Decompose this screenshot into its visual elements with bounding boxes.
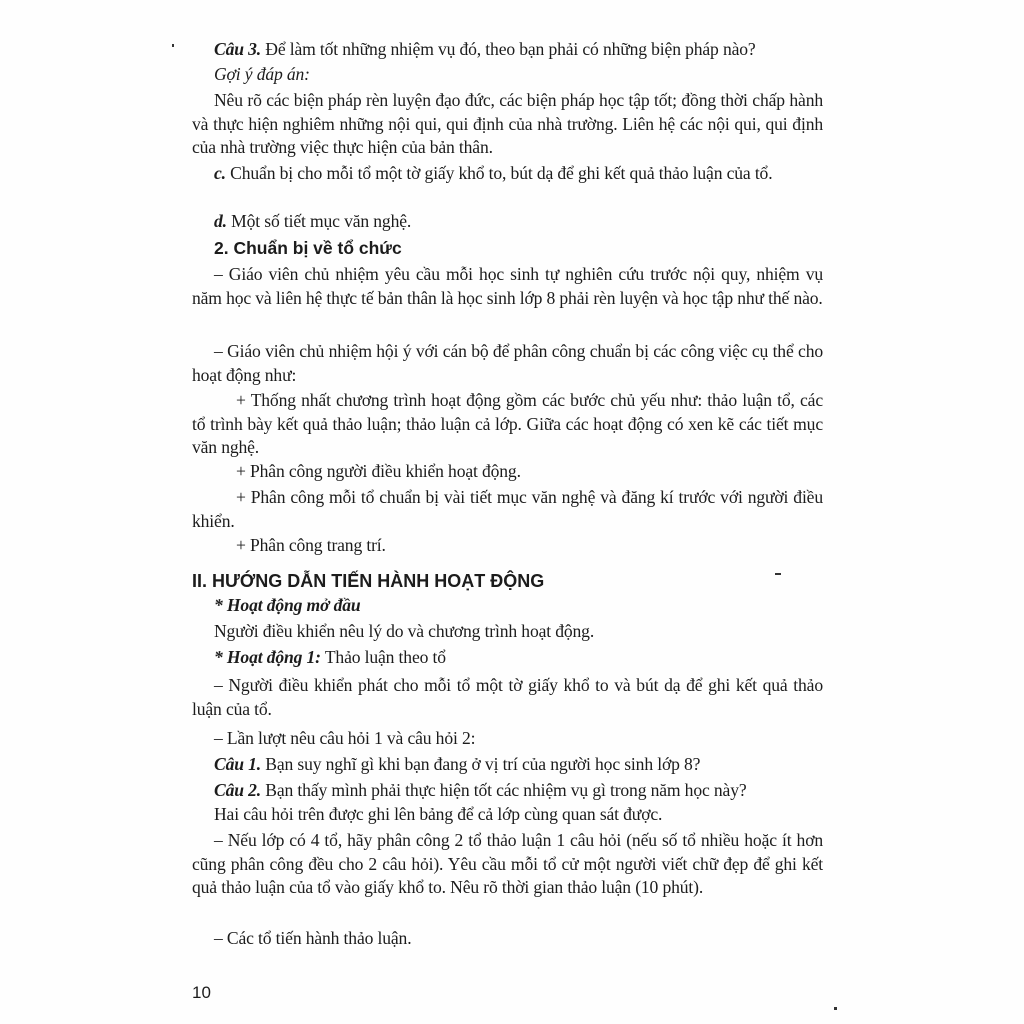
scan-speck (172, 44, 174, 47)
activity-label: * Hoạt động 1: (214, 647, 321, 667)
item-text: Một số tiết mục văn nghệ. (226, 211, 412, 231)
answer-paragraph: Nêu rõ các biện pháp rèn luyện đạo đức, các biện pháp học tập tốt; đồng thời chấp hành và thực hiện nghiêm những nội qui, qui định của nhà trường. Liên hệ các nội qui, qui định của nhà trường việc thực hiện của bản thân. (192, 90, 823, 158)
item-c (192, 162, 823, 186)
scan-speck (834, 1007, 837, 1010)
question-3 (192, 38, 823, 62)
item-d (192, 210, 823, 234)
question-label: Câu 2. (214, 780, 262, 800)
section-heading: 2. Chuẩn bị về tổ chức (214, 238, 402, 258)
paragraph: Người điều khiển nêu lý do và chương trình hoạt động. (214, 621, 595, 641)
scan-speck (775, 573, 781, 575)
question-text: Bạn thấy mình phải thực hiện tốt các nhiệm vụ gì trong năm học này? (261, 780, 747, 800)
activity-text: Thảo luận theo tổ (320, 647, 446, 667)
item-label: d. (214, 211, 227, 231)
page-number: 10 (192, 983, 211, 1002)
question-1 (192, 753, 823, 777)
paragraph: – Các tổ tiến hành thảo luận. (214, 928, 412, 948)
question-text: Bạn suy nghĩ gì khi bạn đang ở vị trí của người học sinh lớp 8? (261, 754, 701, 774)
item-label: c. (214, 163, 226, 183)
hint-label: Gợi ý đáp án: (214, 64, 310, 84)
paragraph: – Nếu lớp có 4 tổ, hãy phân công 2 tổ thảo luận 1 câu hỏi (nếu số tổ nhiều hoặc ít hơn cũng phân công đều cho 2 câu hỏi). Yêu cầu mỗi tổ cử một người viết chữ đẹp để ghi kết quả thảo luận của tổ vào giấy khổ to. Nêu rõ thời gian thảo luận (10 phút). (192, 830, 823, 898)
section-heading: II. HƯỚNG DẪN TIẾN HÀNH HOẠT ĐỘNG (192, 571, 545, 591)
question-label: Câu 3. (214, 39, 262, 59)
item-text: Chuẩn bị cho mỗi tổ một tờ giấy khổ to, bút dạ để ghi kết quả thảo luận của tổ. (225, 163, 773, 183)
paragraph: Hai câu hỏi trên được ghi lên bảng để cả lớp cùng quan sát được. (214, 804, 663, 824)
paragraph: – Giáo viên chủ nhiệm hội ý với cán bộ để phân công chuẩn bị các công việc cụ thể cho hoạt động như: (192, 341, 823, 385)
list-item: + Phân công trang trí. (236, 535, 386, 555)
list-item: + Phân công người điều khiển hoạt động. (236, 461, 521, 481)
list-item: + Thống nhất chương trình hoạt động gồm các bước chủ yếu như: thảo luận tổ, các tổ trình bày kết quả thảo luận; thảo luận cả lớp. Giữa các hoạt động có xen kẽ các tiết mục văn nghệ. (192, 390, 823, 458)
paragraph: – Giáo viên chủ nhiệm yêu cầu mỗi học sinh tự nghiên cứu trước nội quy, nhiệm vụ năm học và liên hệ thực tế bản thân là học sinh lớp 8 phải rèn luyện và học tập như thế nào. (192, 264, 823, 308)
question-text: Để làm tốt những nhiệm vụ đó, theo bạn phải có những biện pháp nào? (261, 39, 756, 59)
question-2 (192, 779, 823, 803)
list-item: + Phân công mỗi tổ chuẩn bị vài tiết mục văn nghệ và đăng kí trước với người điều khiển. (192, 487, 823, 531)
paragraph: – Người điều khiển phát cho mỗi tổ một tờ giấy khổ to và bút dạ để ghi kết quả thảo luận của tổ. (192, 675, 823, 719)
paragraph: – Lần lượt nêu câu hỏi 1 và câu hỏi 2: (214, 728, 476, 748)
question-label: Câu 1. (214, 754, 262, 774)
activity-heading (192, 646, 823, 670)
activity-heading: * Hoạt động mở đầu (214, 595, 361, 615)
